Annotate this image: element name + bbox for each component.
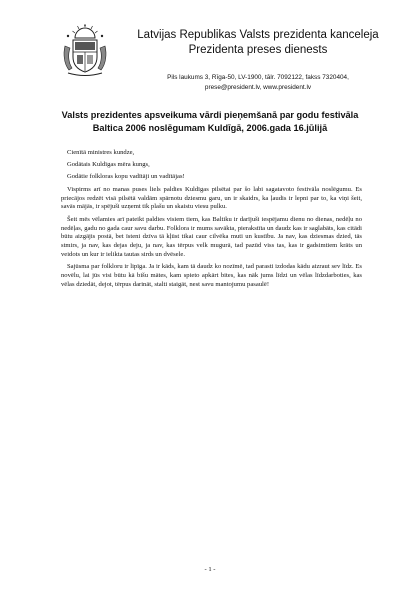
page-number: - 1 - [204, 566, 216, 573]
title-line-1: Valsts prezidentes apsveikuma vārdi pieņemšanā par godu festivāla [61, 110, 359, 120]
organization-name [118, 28, 398, 58]
title-line-2: Baltica 2006 noslēgumam Kuldīgā, 2006.gada 16.jūlijā [92, 123, 328, 133]
salutation-line: Cienītā ministres kundze, [67, 149, 135, 156]
coat-of-arms-icon [62, 24, 108, 76]
speech-body [61, 149, 362, 293]
salutation-line: Godātais Kuldīgas mēra kungs, [67, 161, 150, 169]
address-line: Pils laukums 3, Rīga-50, LV-1900, tālr. 7092122, fakss 7320404, [167, 74, 349, 81]
contact-info [118, 73, 398, 93]
body-paragraph: Šeit mēs vēlamies arī pateikt paldies visiem tiem, kas Baltiku ir darījuši iespējamu dienu no dienas, nedēļu no nedēļas, gadu no gada caur savu darbu. Folklora ir mums savākta, pierakstīta un daudz kas ir saglabāts, kas citādi būtu aizgājis postā, bet īsteni dzīva tā kļūst tikai caur cilvēka muti un kustību. Ja nav, kas dziesmas dzied, tās stmirs, ja nav, kas dejas deju, ja nav, kas tērpus velk mugurā, tad pazūd viss tas, kas ir gadsimtiem krāts un veidots un kur ir ielikta tautas sirds un dvēsele. [61, 215, 362, 259]
body-paragraph: Vispirms arī no manas puses liels paldies Kuldīgas pilsētai par šo labi sagatavoto festivāla noslēgumu. Es priecājos redzēt visā pilsētā valdām spārnotu dziesmu garu, un ir skaidrs, ka ļaudis ir lepni par to, ka viņi šeit, savās mājās, ir spējuši uzņemt tik plašu un skaistu viesu pulku. [61, 185, 362, 211]
body-paragraph: Sajūsma par folkloru ir lipīga. Ja ir kāds, kam tā daudz ko nozīmē, tad parasti izdodas kādu aizraut sev līdz. Es novēlu, lai jūs visi būtu kā bišu mātes, kam spieto apkārt bites, kas nāk jums līdzi un vēlas līdzdarboties, kas vēlas dziedāt, dejot, tērpus darināt, stalti staigāt, nest savu mantojumu pasaulē! [61, 263, 362, 289]
email-web-line: prese@president.lv, www.president.lv [204, 84, 312, 91]
org-line-2: Prezidenta preses dienests [188, 44, 328, 56]
org-line-1: Latvijas Republikas Valsts prezidenta kanceleja [137, 29, 379, 41]
document-title [40, 109, 380, 135]
salutation-line: Godātie folkloras kopu vadītāji un vadītājas! [67, 173, 185, 181]
